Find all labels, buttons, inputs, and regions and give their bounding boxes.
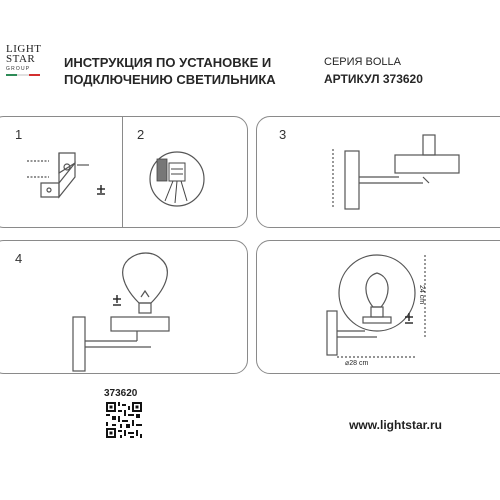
series-label: СЕРИЯ BOLLA	[324, 56, 401, 68]
logo-line-3: GROUP	[6, 66, 31, 72]
product-info	[324, 54, 444, 88]
dimensions-illustration	[317, 249, 497, 373]
diameter-dimension-label: ⌀28 cm	[345, 360, 369, 367]
mounting-bracket-illustration	[31, 145, 111, 215]
step-number-3: 3	[279, 127, 287, 142]
page-title	[64, 54, 276, 88]
step-panel-4	[0, 240, 248, 374]
dimensions-panel	[256, 240, 500, 374]
brand-logo	[6, 44, 46, 76]
height-dimension-label: 24 cm	[418, 285, 425, 305]
step-panel-1-2	[0, 116, 248, 228]
logo-line-1: LIGHT	[6, 43, 42, 55]
bulb-install-illustration	[61, 247, 191, 373]
website-link[interactable]: www.lightstar.ru	[349, 418, 442, 432]
panel-divider	[122, 117, 123, 227]
logo-flag-stripe	[6, 74, 40, 76]
wire-connection-illustration	[147, 149, 207, 215]
logo-line-2: STAR	[6, 53, 36, 65]
step-number-4: 4	[15, 251, 23, 266]
title-line-1: ИНСТРУКЦИЯ ПО УСТАНОВКЕ И	[64, 55, 272, 70]
step-number-2: 2	[137, 127, 145, 142]
fixture-mounted-illustration	[319, 129, 479, 219]
title-line-2: ПОДКЛЮЧЕНИЮ СВЕТИЛЬНИКА	[64, 72, 276, 87]
article-label: АРТИКУЛ 373620	[324, 72, 423, 86]
product-code: 373620	[104, 388, 138, 399]
step-number-1: 1	[15, 127, 23, 142]
step-panel-3	[256, 116, 500, 228]
qr-code-icon	[106, 402, 142, 438]
